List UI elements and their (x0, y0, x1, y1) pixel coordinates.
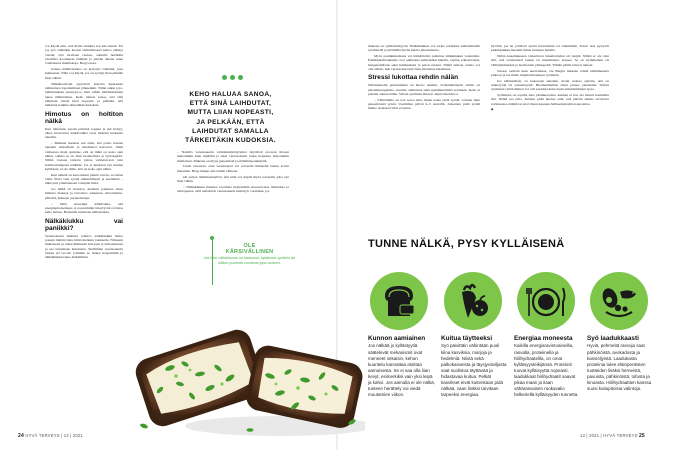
paragraph: mukana on sylmättömyyttä. Nälkäkiukkua voi torjua parhaiten säännöllisellä syömisellä ja pitämällä hyvää huolta jaksamisesta. (368, 44, 480, 53)
pull-quote-line: TÄRKEITÄKIN KUDOKSIA. (185, 137, 276, 145)
subheading: Stressi lukottaa rehdin nälän (368, 74, 459, 82)
end-mark-icon: ◆ (491, 107, 494, 112)
bread-icon (370, 272, 428, 330)
callout-title-line: OLE (243, 243, 256, 249)
tip-text: Jos nälkää jo kyllästyytiä säätelevät mekanismit ovat menneet sekaisin, kehon kuuntelu kannattaa aloittaa aamuisesta. Se ei saa olla liian kevyt, esimerkiksi vain yksi leipä ja kahvi. Jos aamulla ei ole nälkä, tunteen herättely voi viedä muutamien viikon. (368, 343, 436, 398)
paragraph: Nälöntuntemi puuttuminen on huono merkki. Todennäköisesti silloin on jaksamisongelmia, stressiä, ahdistusta sekä epäsäännöllistä syömistä. Keho ei pettäisi oikean nälän. Silloin syömistä alkavat ohjata mielitevot. (368, 83, 480, 96)
paragraph: Verensokerin laskusta johtuva nälkäkiukku liener jossain määrin tuttu ilmiö melkein jokaiselle. Nimensä mukaisesti se tekee ihmisestä kitvysen ja turhautuneen ja saa tuntemaan hokutusta. Siedämme verensokerin laskua eri tavoin: joillakin se laskee helpommin ja nälkäkiukku iskee äräkämmin. (45, 233, 123, 260)
pull-quote (173, 90, 288, 145)
folio-right (580, 433, 645, 439)
paragraph: Kun laihdutus jonain päivänä loppuu ja tiel höltyy, alkaa kavuvanut nälkäveikka ottaa tärkeitä kudoksia takaisin. (45, 126, 123, 140)
folio-text: HYVÄ TERVEYS | 13 | 2021 (25, 433, 83, 438)
callout-text: Jos teter nälkäntunne on kadonnut, sydämesi opettelu sie odikoo puolesta vuodesta jopa vuoteen. (203, 256, 296, 265)
tip-heading: Kuitua täytteeksi (441, 335, 493, 342)
paragraph: Kun nälkää on kasvattanut jonkin verran, se tahtaa vielä. Pitää vain syödä säännöllisesti ja enemmän – ehkä pari yllamannaan voilepää ristiä. (45, 172, 123, 186)
callout-title-line: KÄRSIVÄLLINEN (225, 249, 274, 256)
tip-breakfast (368, 335, 436, 398)
paragraph: – Välittämme on tosi revaa sinä, miten usein pitää syödä, voittain mun geneettisistä syistä. Useimmat päivät 4–5 ateriallä. Jotkeiden pitää syödä melko tasaisesti viitti ei tunnu (368, 97, 480, 111)
page-number: 24 (18, 433, 24, 439)
column-3 (368, 44, 480, 219)
callout-title (202, 243, 297, 255)
plate-icon (517, 272, 575, 330)
paragraph: – Nälkäkiukku ilmenee tavallisia helpommin stressaavissa tilanteissa ja univajeessa, sillä nelisäävät verensokerin heittelyä, varsinkin, jos (177, 184, 289, 193)
paragraph: – Ihminen huomaa sen siten, että paino nousee takaisin entiselleen ja mielitekot kasvavat. Siinä vaiheessa moni ajattelee, että on mikä on koko ajan nälkä, vaikka se on ihan luonnollista ja fysiologista. Nälkä vastaan taistelu johtaa valitettavasti vain holtittomampaan nälkään. Jos ei kuukaan syö kuulan kyllästesi, ei ole ihme, että on koko ajan nälkä. (45, 140, 123, 171)
tip-text: Kaikilla energiaravintoaineilla, rasvalla, proteiinella ja hiilihydraateilla, on omat kylläisyysteikijänsä. Proteiinit tuovat kylläisyyttä nopeasti, laadukkaat hiilihydraatit saavat pikaa maan ja ilaan vähärasvaisen ruokavalio helkeriellä kylläisyyden tunnetta. (514, 343, 579, 398)
paragraph: Jos nälänsäätely on kokonaan sekaisin, monit saattaa ajatella, että on tunneryöjä tai stressinsyöjä. Huomenmahtaa alkaa puoles jokaiseller. Silloin syömisen rytittiaminen voi olla parempi keino kuin armenttäminen ajoja. (491, 78, 609, 92)
column-1 (45, 44, 123, 429)
subheading: Nälkäkiukku vai paniikki? (45, 217, 123, 232)
paragraph: voi käydä niin, että illalla tankkaa sen kin edestä. Tai jos syö vielkäkin kaatua säännöllisesti kehoa ehtinyt viestiä, että tarvitsen ruokaa, aamulla heräkäin tavallista koomapan nälkään ja päivän aikana tulee voimakasta mielitekoja. Berg toteaa. (45, 44, 123, 66)
healthy-food-icon (590, 272, 648, 330)
dot-icon (238, 75, 243, 80)
paragraph: – Naisilla verensokerin vaihtelukäyttäytymot näyttävät eroavan hiveen heikommin kuin miehillä ja siksi verensokerin lasku heijastuu helpommin mielialaan. Mukana on myös geneettisiä ja elämäntapatekijöitä. (177, 150, 289, 163)
infographic-title: TUNNE NÄLKÄ, PYSY KYLLÄISENÄ (368, 238, 565, 250)
tip-text: Hyviä, pehmeitä rasvoja saat pähkinöistä, avokadosta ja kasviöljyistä. Laadukasta proteiinia tulee eläinperäisten tuotteiden lisäksi herneistä, pavuista, pähkinöistä, tofusta ja kinoasta. Hiilihydraattien kanssa suosi kuitupitoisia valintoja. (587, 343, 652, 392)
tip-heading: Kunnon aamiainen (368, 335, 426, 342)
paragraph: – Mitä suurempi nälkäveika, sitä energiapitoisempaa ja nopeammin imeytyvää ravintoa keho haluaa. Herkuilla kuitataan nälkäveikaa. (45, 201, 123, 215)
pull-quote-line: ETTÄ SINÄ LAIHDUTAT, (189, 100, 272, 108)
subheading: Himotus on holtiton nälkä (45, 110, 123, 125)
callout-box (202, 243, 297, 266)
tip-heading: Syö laadukkaasti (587, 335, 639, 342)
tip-quality (587, 335, 655, 392)
vegetables-icon (444, 272, 502, 330)
tip-fiber (441, 335, 509, 398)
dot-icon (222, 75, 227, 80)
column-2 (177, 150, 289, 230)
paragraph: Syöminen on lopulla aika yksinkertaista, kunhan ei itse ala muoni kaamisiin sitä. Nälkä saa tulla, kunhan pitää huolen siitä, että päivän aikana tarvittava ravinnetaso nälkää tai ettei iltaan kasaanu hallisemattomia napostelua. (491, 93, 609, 106)
paragraph: On paljon tutkimusnäyttöä, että näin voi käydä myös terveellä, joka syö liian vähän. (177, 174, 289, 183)
paragraph: Stressi, samoin kuin unettomuus, vie Bergin mukaan rehtiä nälänmenetta pitkoon ja tas tilalle impulsiivisempaa syömistä. (491, 68, 609, 77)
tip-energy (514, 335, 582, 398)
paragraph: Nälän kokemukseen vaikuttavat lukemattomat eri tekijät. Nälkä ei ole vain sitä, että verensokeri laskee tai insuliinitaso nousee. Se on kymmenien eri välittäjäaineiden ja hormonien yhteispeliä. Tämän päälle tulevat tunteet. (491, 54, 609, 67)
decorative-dots (222, 75, 243, 80)
folio-left (18, 433, 83, 439)
pull-quote-line: JA PELKÄÄN, ETTÄ (196, 118, 265, 126)
pull-quote-line: KEHO HALUAA SANOA, (189, 91, 272, 98)
tip-text: Syö päivittäin vähintään puoli kiloa kasviksia, marjoja ja hedelmiä. Niistä sekä palkokasveista ja täysjyväviljasta saat suolistoa täyttävää ja hidastavaa kuitua. Pelkät kasvikset eivät kuitenkaan pidä nälkää, vaan lisäksi tarvitaan tarpeeksi energiaa. (441, 343, 507, 398)
tip-heading: Energiaa moneesta (514, 335, 573, 342)
paragraph: Usein sanotaan, ettei verensokeri voi terveellä ihmisellä laskea kovin matalalle. Berg ampuu alas tämän väitteen. (177, 164, 289, 173)
pull-quote-line: MUTTA LIIAN NOPEASTI, (187, 109, 274, 117)
folio-text: 13 | 2021 | HYVÄ TERVEYS (580, 433, 638, 438)
paragraph: hyvältä, jos he yrittävät syödä harvemmin tai vähemmän. Toiset taas pystyvät pidempiinkin maaniin ilman isompaa harmia. (491, 44, 609, 53)
page-number: 25 (638, 433, 645, 439)
paragraph: Jos nälkä on huutava, melkein jokainen alkaa himoita makeaa ja rasvaista: sokkaista, leivonnaisia, jäätelöä, keksejä, perunalastuja. (45, 187, 123, 200)
column-4 (491, 44, 609, 219)
dot-icon (230, 75, 235, 80)
paragraph: Joskus nälkäviestkaa on kertynyt väkisinä, jopa kuukausia. Näin voi käydä, jos on syönyt liian pitkään liian vähän. (45, 67, 123, 80)
paragraph: Myös paniikkikohtaus voi hämätävästi puitettaa nälkäkiukun vaatteisiin. Paniikkikohtaukselle ovat ominaisia esimerkiksi hikoilu, vapina, pahoinvointi, hengenahdistus sekä huimauksen ja pelon tunteet. Nälkä samoja oireita voi olla silloin, kun verensokeri käy liian alhaisissa lukemissa. (368, 54, 480, 72)
bread-photo (130, 298, 365, 438)
pull-quote-line: LAIHDUTAT SAMALLA (192, 127, 269, 135)
paragraph: Nälkähormonit pyrysivät koholla kuukausia laihtunisen lopettaminen jälkeenkin. Tämä onkin jojo-laihduttuksen perussyy-to liian vähän laihduttaminen tekee nälkäveikaa. Keho haluaa sanoa, että sinä laihdutat, mutta liian nopeasti, ja pelkään, että laihdutat kaikkia tärkeitäkin kudoksia. (45, 81, 123, 108)
